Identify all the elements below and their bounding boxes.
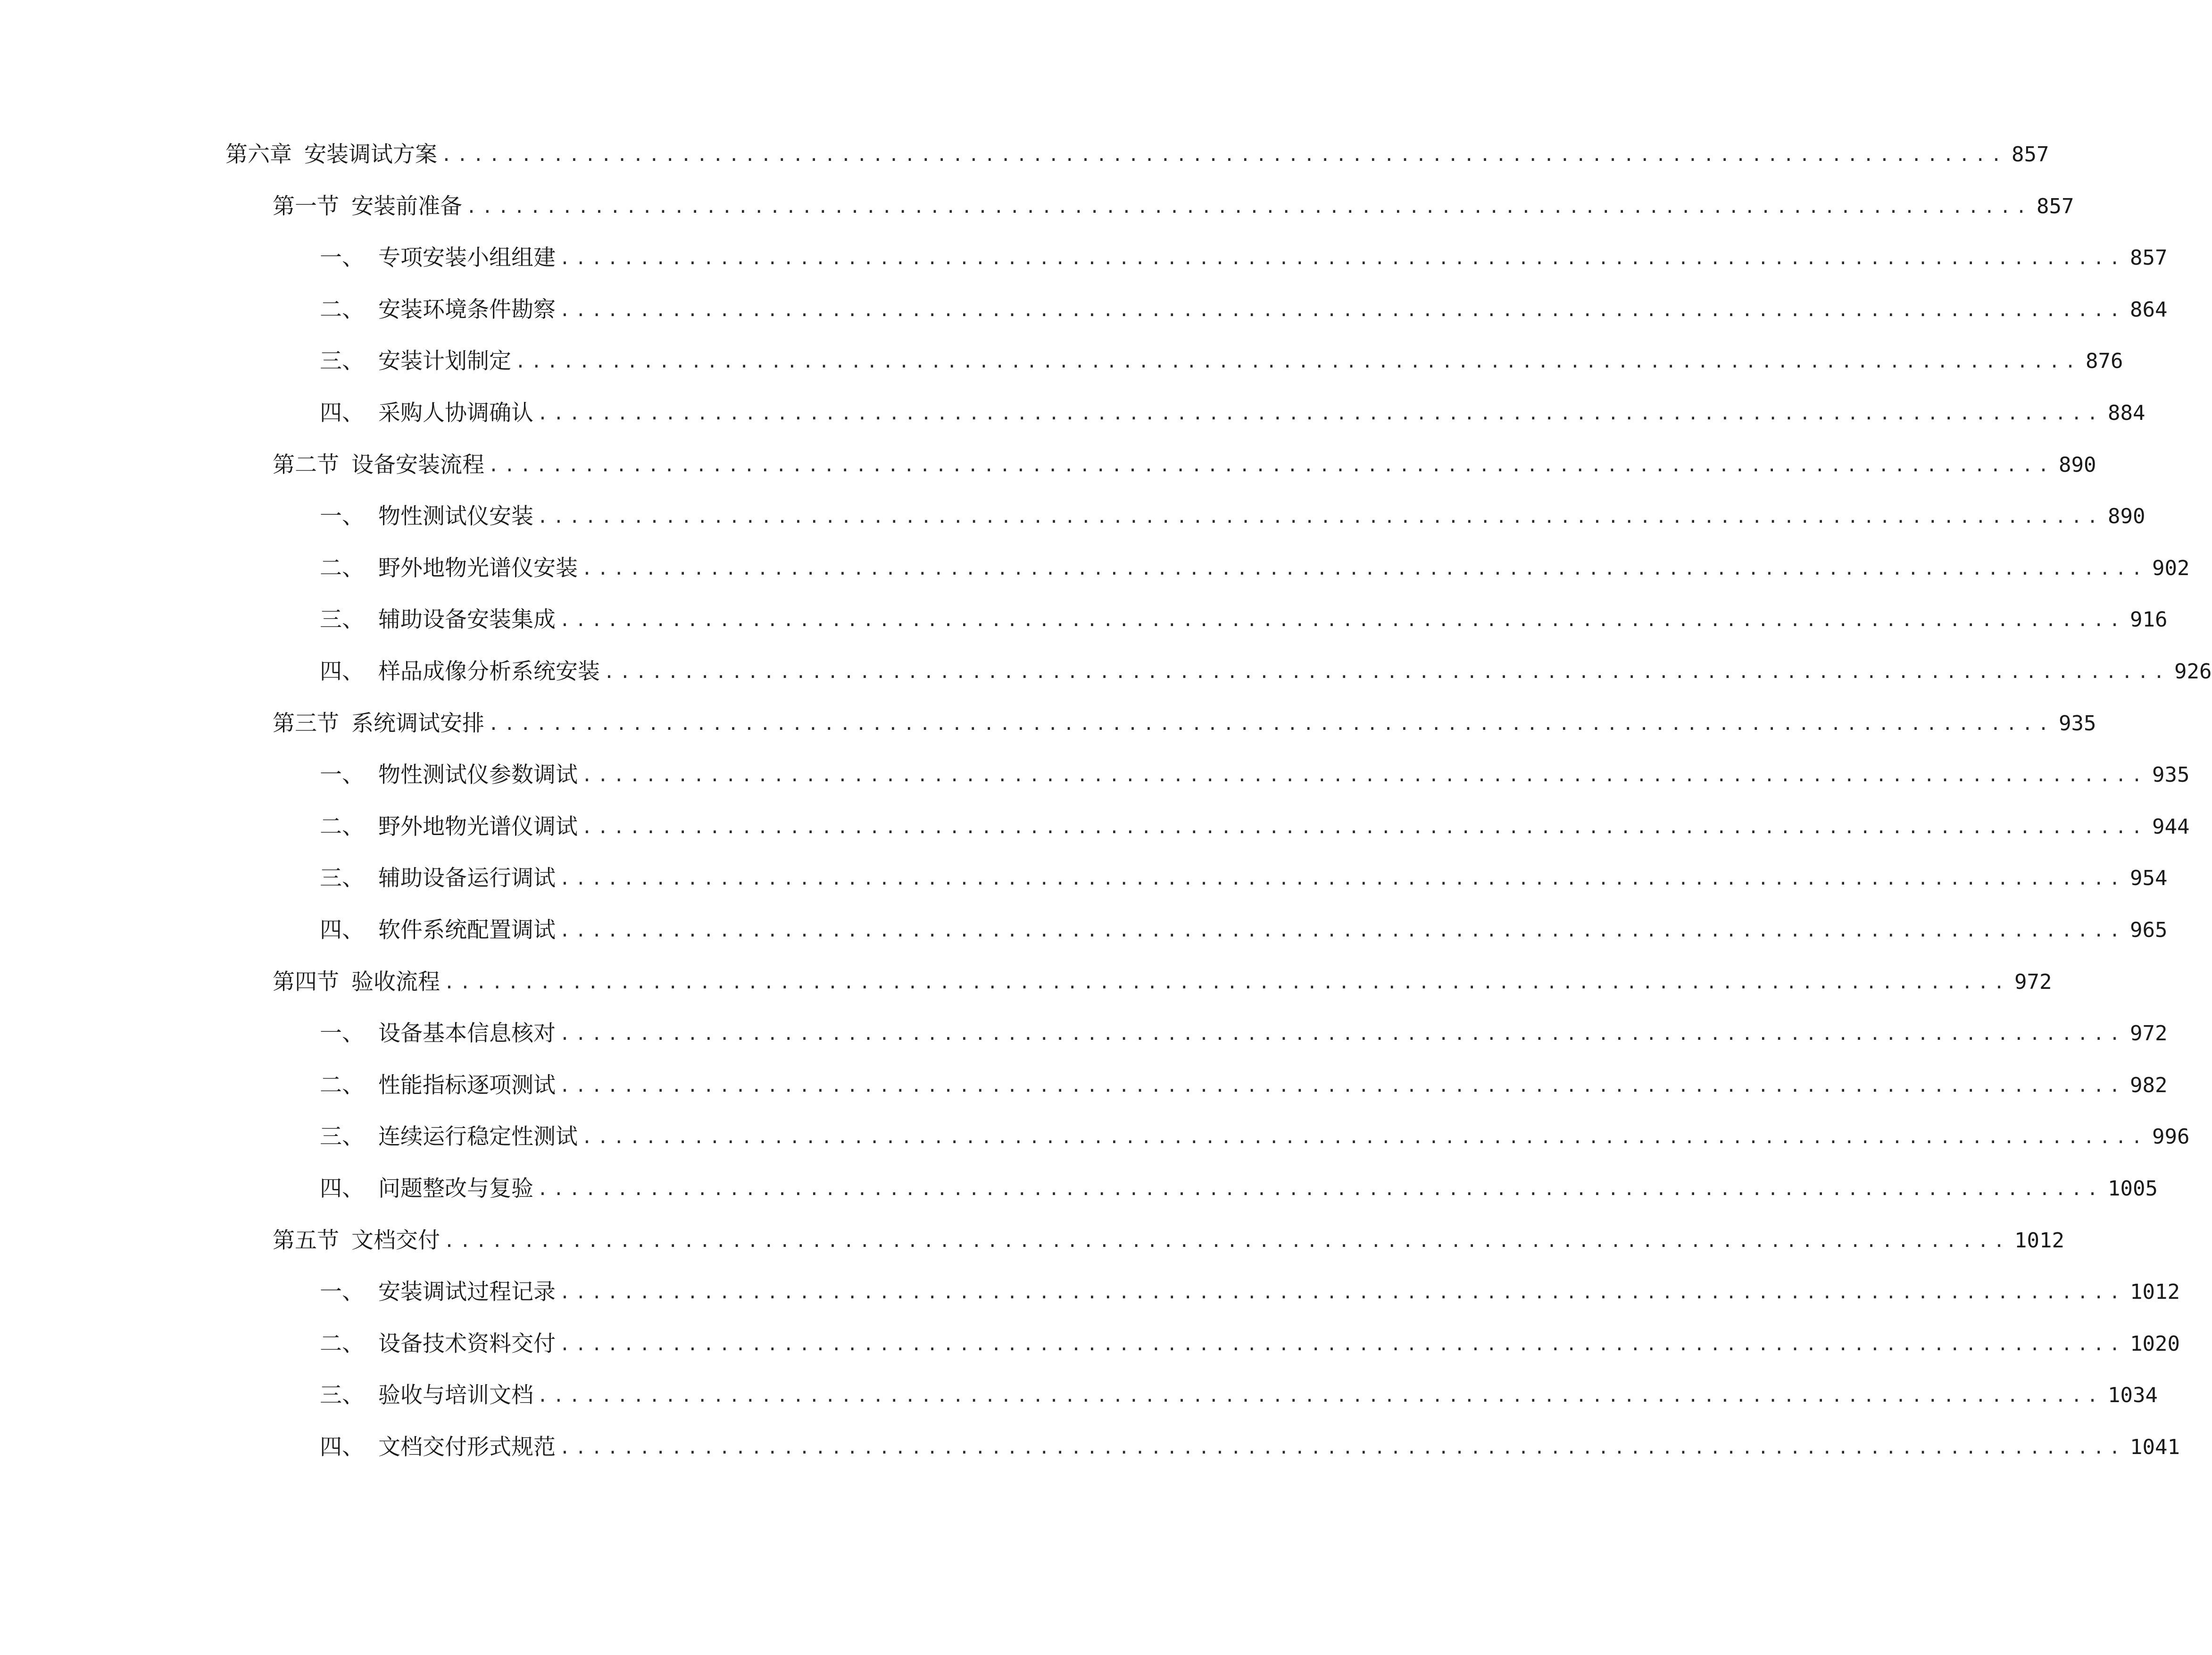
toc-page-number: 935 bbox=[2152, 763, 2190, 787]
toc-page-number: 935 bbox=[2059, 711, 2096, 736]
toc-page-number: 857 bbox=[2012, 142, 2049, 167]
toc-dot-leader: .................................................................................................. bbox=[537, 403, 2104, 424]
toc-subsection-entry[interactable] bbox=[320, 860, 2168, 897]
toc-dot-leader: .................................................................................................. bbox=[559, 1023, 2126, 1045]
toc-entry-number: 二、 bbox=[320, 296, 364, 323]
toc-dot-leader: .................................................................................................. bbox=[488, 454, 2054, 476]
toc-page-number: 884 bbox=[2108, 401, 2145, 425]
toc-dot-leader: .................................................................................................. bbox=[559, 299, 2126, 320]
toc-dot-leader: .................................................................................................. bbox=[559, 868, 2126, 889]
toc-dot-leader: .................................................................................................. bbox=[466, 196, 2032, 217]
toc-entry-number: 四、 bbox=[320, 659, 364, 685]
toc-subsection-entry[interactable] bbox=[320, 808, 2190, 846]
toc-section-entry[interactable] bbox=[273, 446, 2096, 484]
toc-dot-leader: .................................................................................................. bbox=[559, 248, 2126, 269]
toc-dot-leader: .................................................................................................. bbox=[488, 713, 2054, 734]
toc-dot-leader: .................................................................................................. bbox=[559, 610, 2126, 631]
toc-subsection-entry[interactable] bbox=[320, 601, 2168, 639]
toc-entry-title: 采购人协调确认 bbox=[378, 400, 533, 426]
toc-page-number: 965 bbox=[2130, 918, 2168, 942]
toc-section-entry[interactable] bbox=[273, 963, 2052, 1001]
toc-page-number: 857 bbox=[2037, 194, 2074, 218]
toc-dot-leader: .................................................................................................. bbox=[559, 920, 2126, 941]
toc-subsection-entry[interactable] bbox=[320, 1118, 2190, 1156]
toc-chapter-entry[interactable] bbox=[225, 136, 2049, 174]
toc-page-number: 1012 bbox=[2014, 1228, 2065, 1253]
toc-subsection-entry[interactable] bbox=[320, 756, 2190, 794]
toc-subsection-entry[interactable] bbox=[320, 1067, 2168, 1104]
toc-entry-title: 性能指标逐项测试 bbox=[378, 1072, 556, 1098]
toc-entry-title: 问题整改与复验 bbox=[378, 1176, 533, 1202]
toc-page-number: 954 bbox=[2130, 866, 2168, 891]
toc-entry-title: 连续运行稳定性测试 bbox=[378, 1124, 578, 1150]
toc-entry-number: 三、 bbox=[320, 1124, 364, 1150]
toc-subsection-entry[interactable] bbox=[320, 653, 2212, 691]
toc-entry-title: 物性测试仪参数调试 bbox=[378, 762, 578, 788]
toc-entry-heading: 第一节 bbox=[273, 193, 339, 219]
toc-subsection-entry[interactable] bbox=[320, 239, 2168, 277]
toc-entry-title: 安装计划制定 bbox=[378, 348, 511, 375]
toc-entry-number: 一、 bbox=[320, 503, 364, 530]
toc-page-number: 1012 bbox=[2130, 1280, 2180, 1304]
toc-entry-title: 安装调试过程记录 bbox=[378, 1279, 556, 1305]
toc-subsection-entry[interactable] bbox=[320, 1015, 2168, 1053]
toc-entry-number: 二、 bbox=[320, 555, 364, 581]
toc-page-number: 972 bbox=[2130, 1021, 2168, 1046]
toc-entry-title: 系统调试安排 bbox=[351, 710, 484, 736]
toc-entry-heading: 第二节 bbox=[273, 451, 339, 478]
toc-entry-number: 四、 bbox=[320, 400, 364, 426]
toc-entry-number: 二、 bbox=[320, 813, 364, 840]
toc-dot-leader: .................................................................................................. bbox=[582, 816, 2148, 837]
toc-page-number: 1005 bbox=[2108, 1177, 2158, 1201]
toc-page-number: 1034 bbox=[2108, 1383, 2158, 1408]
toc-entry-number: 三、 bbox=[320, 348, 364, 375]
toc-entry-number: 一、 bbox=[320, 762, 364, 788]
toc-dot-leader: .................................................................................................. bbox=[515, 351, 2081, 372]
toc-subsection-entry[interactable] bbox=[320, 1273, 2180, 1311]
toc-entry-number: 二、 bbox=[320, 1072, 364, 1098]
toc-entry-title: 野外地物光谱仪安装 bbox=[378, 555, 578, 581]
toc-page-number: 982 bbox=[2130, 1073, 2168, 1097]
toc-entry-title: 验收流程 bbox=[351, 969, 440, 995]
toc-entry-number: 三、 bbox=[320, 1382, 364, 1409]
toc-subsection-entry[interactable] bbox=[320, 291, 2168, 329]
toc-entry-heading: 第四节 bbox=[273, 969, 339, 995]
toc-page-number: 890 bbox=[2108, 504, 2145, 529]
toc-entry-heading: 第五节 bbox=[273, 1227, 339, 1254]
toc-subsection-entry[interactable] bbox=[320, 394, 2145, 432]
toc-entry-title: 文档交付形式规范 bbox=[378, 1434, 556, 1460]
toc-subsection-entry[interactable] bbox=[320, 1170, 2158, 1208]
toc-entry-number: 四、 bbox=[320, 1176, 364, 1202]
toc-dot-leader: .................................................................................................. bbox=[582, 1127, 2148, 1148]
toc-entry-number: 一、 bbox=[320, 1020, 364, 1047]
toc-page-number: 890 bbox=[2059, 452, 2096, 477]
toc-entry-number: 一、 bbox=[320, 245, 364, 271]
toc-subsection-entry[interactable] bbox=[320, 498, 2145, 535]
toc-entry-title: 野外地物光谱仪调试 bbox=[378, 813, 578, 840]
toc-page-number: 972 bbox=[2014, 970, 2052, 994]
toc-entry-title: 安装调试方案 bbox=[304, 142, 437, 167]
toc-entry-title: 设备技术资料交付 bbox=[378, 1330, 556, 1357]
toc-dot-leader: .................................................................................................. bbox=[559, 1437, 2126, 1458]
toc-entry-title: 辅助设备安装集成 bbox=[378, 607, 556, 633]
toc-dot-leader: .................................................................................................. bbox=[444, 971, 2010, 993]
toc-section-entry[interactable] bbox=[273, 1222, 2065, 1260]
toc-page-number: 1020 bbox=[2130, 1331, 2180, 1356]
toc-entry-heading: 第六章 bbox=[225, 142, 292, 167]
toc-entry-title: 软件系统配置调试 bbox=[378, 917, 556, 943]
toc-dot-leader: .................................................................................................. bbox=[582, 765, 2148, 786]
toc-entry-number: 四、 bbox=[320, 1434, 364, 1460]
toc-dot-leader: .................................................................................................. bbox=[537, 1179, 2104, 1199]
toc-page-number: 864 bbox=[2130, 297, 2168, 322]
toc-entry-title: 专项安装小组组建 bbox=[378, 245, 556, 271]
toc-dot-leader: .................................................................................................. bbox=[559, 1282, 2126, 1303]
toc-entry-number: 三、 bbox=[320, 865, 364, 892]
toc-page-number: 876 bbox=[2086, 349, 2123, 374]
toc-page-number: 996 bbox=[2152, 1125, 2190, 1149]
toc-subsection-entry[interactable] bbox=[320, 550, 2190, 587]
toc-page-number: 857 bbox=[2130, 246, 2168, 270]
toc-entry-title: 文档交付 bbox=[351, 1227, 440, 1254]
toc-entry-title: 辅助设备运行调试 bbox=[378, 865, 556, 892]
toc-entry-title: 设备基本信息核对 bbox=[378, 1020, 556, 1047]
toc-subsection-entry[interactable] bbox=[320, 1325, 2180, 1363]
toc-dot-leader: .................................................................................................. bbox=[559, 1333, 2126, 1354]
toc-entry-title: 样品成像分析系统安装 bbox=[378, 659, 600, 685]
toc-entry-heading: 第三节 bbox=[273, 710, 339, 736]
toc-dot-leader: .................................................................................................. bbox=[441, 144, 2007, 165]
toc-subsection-entry[interactable] bbox=[320, 343, 2123, 380]
toc-entry-title: 安装前准备 bbox=[351, 193, 462, 219]
toc-dot-leader: .................................................................................................. bbox=[604, 661, 2170, 682]
toc-subsection-entry[interactable] bbox=[320, 911, 2168, 949]
toc-page-number: 944 bbox=[2152, 814, 2190, 839]
toc-section-entry[interactable] bbox=[273, 188, 2074, 226]
toc-entry-number: 一、 bbox=[320, 1279, 364, 1305]
toc-page-number: 916 bbox=[2130, 608, 2168, 632]
toc-entry-title: 设备安装流程 bbox=[351, 451, 484, 478]
toc-entry-title: 验收与培训文档 bbox=[378, 1382, 533, 1409]
toc-dot-leader: .................................................................................................. bbox=[582, 558, 2148, 579]
toc-entry-title: 安装环境条件勘察 bbox=[378, 296, 556, 323]
toc-page-number: 902 bbox=[2152, 556, 2190, 580]
toc-dot-leader: .................................................................................................. bbox=[537, 1385, 2104, 1406]
toc-page-number: 1041 bbox=[2130, 1435, 2180, 1459]
toc-dot-leader: .................................................................................................. bbox=[559, 1075, 2126, 1096]
toc-subsection-entry[interactable] bbox=[320, 1429, 2180, 1466]
toc-dot-leader: .................................................................................................. bbox=[444, 1230, 2010, 1251]
toc-entry-number: 二、 bbox=[320, 1330, 364, 1357]
toc-entry-title: 物性测试仪安装 bbox=[378, 503, 533, 530]
toc-subsection-entry[interactable] bbox=[320, 1377, 2158, 1414]
toc-page-number: 926 bbox=[2174, 660, 2212, 684]
toc-entry-number: 三、 bbox=[320, 607, 364, 633]
toc-dot-leader: .................................................................................................. bbox=[537, 506, 2104, 527]
toc-section-entry[interactable] bbox=[273, 705, 2096, 743]
toc-entry-number: 四、 bbox=[320, 917, 364, 943]
